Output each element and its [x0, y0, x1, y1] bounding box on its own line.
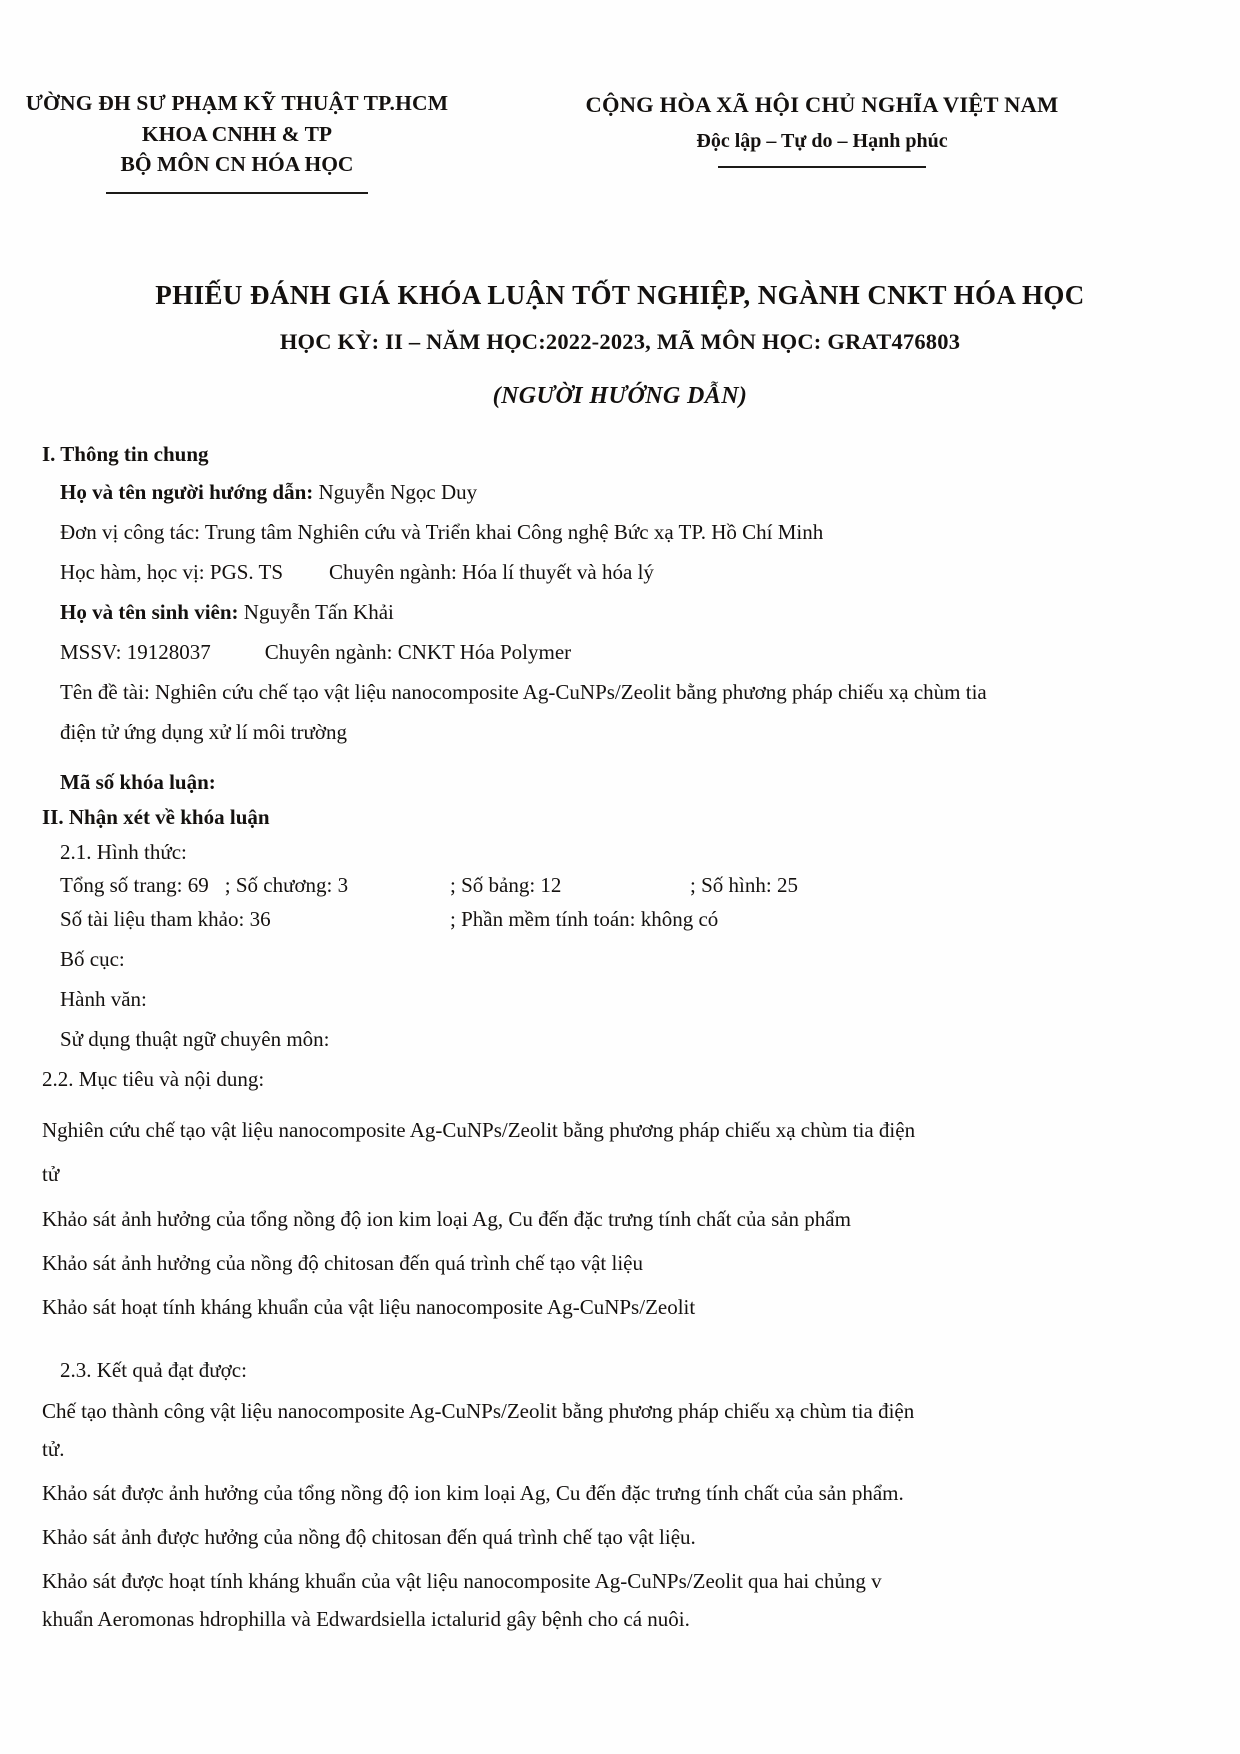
- department-name: BỘ MÔN CN HÓA HỌC: [120, 152, 354, 177]
- writing-label: Hành văn:: [60, 987, 147, 1012]
- advisor-row: [60, 475, 1202, 509]
- results-heading: 2.3. Kết quả đạt được:: [60, 1357, 247, 1382]
- tables-cell: [450, 869, 690, 903]
- country-name: CỘNG HÒA XÃ HỘI CHỦ NGHĨA VIỆT NAM: [585, 92, 1059, 117]
- chapters-label: ; Số chương:: [224, 873, 333, 898]
- goal-item: Khảo sát ảnh hưởng của nồng độ chitosan đến quá trình chế tạo vật liệu: [42, 1250, 643, 1275]
- unit-label: Đơn vị công tác:: [60, 520, 200, 545]
- unit-value: Trung tâm Nghiên cứu và Triển khai Công nghệ Bức xạ TP. Hồ Chí Minh: [200, 520, 824, 545]
- major1-value: Hóa lí thuyết và hóa lý: [456, 560, 654, 585]
- page-title: PHIẾU ĐÁNH GIÁ KHÓA LUẬN TỐT NGHIỆP, NGÀNH CNKT HÓA HỌC: [155, 280, 1085, 310]
- software-value: không có: [635, 906, 719, 931]
- goal-item: Khảo sát ảnh hưởng của tổng nồng độ ion kim loại Ag, Cu đến đặc trưng tính chất của sản phẩm: [42, 1206, 851, 1231]
- university-name: ƯỜNG ĐH SƯ PHẠM KỸ THUẬT TP.HCM: [25, 91, 449, 115]
- pages-label: Tổng số trang:: [60, 873, 183, 898]
- major1-label: Chuyên ngành:: [329, 560, 457, 585]
- tables-value: 12: [535, 873, 562, 898]
- software-label: ; Phần mềm tính toán:: [450, 906, 636, 931]
- topic-label: Tên đề tài:: [60, 680, 150, 705]
- layout-label: Bố cục:: [60, 947, 125, 972]
- unit-row: [60, 515, 1202, 549]
- topic-row: [60, 675, 1202, 709]
- degree-row: [60, 555, 1202, 589]
- terminology-label: Sử dụng thuật ngữ chuyên môn:: [60, 1027, 330, 1052]
- degree-label: Học hàm, học vị:: [60, 560, 205, 585]
- document-header: [0, 88, 1240, 194]
- topic-value: Nghiên cứu chế tạo vật liệu nanocomposite Ag-CuNPs/Zeolit bằng phương pháp chiếu xạ chùm tia: [149, 680, 987, 705]
- figures-value: 25: [771, 873, 798, 898]
- mssv-row: [60, 635, 1202, 669]
- major2-label: Chuyên ngành:: [264, 640, 393, 665]
- evaluator-role: (NGƯỜI HƯỚNG DẪN): [492, 383, 748, 409]
- student-label: Họ và tên sinh viên:: [60, 600, 239, 625]
- student-value: Nguyễn Tấn Khải: [238, 600, 394, 625]
- advisor-value: Nguyễn Ngọc Duy: [313, 480, 478, 504]
- thesis-code-label: Mã số khóa luận:: [60, 770, 216, 795]
- section-2-heading: II. Nhận xét về khóa luận: [42, 805, 270, 830]
- student-row: [60, 595, 1202, 629]
- goal-item: tử: [42, 1162, 60, 1187]
- figures-cell: [690, 869, 930, 903]
- pages-value: 69: [182, 873, 209, 898]
- refs-cell: [60, 903, 450, 937]
- topic-row-continued: điện tử ứng dụng xử lí môi trường: [60, 720, 348, 745]
- mssv-label: MSSV:: [60, 640, 122, 665]
- degree-value: PGS. TS: [204, 560, 284, 585]
- form-counts-row-2: [60, 903, 1202, 937]
- goal-item: Nghiên cứu chế tạo vật liệu nanocomposite Ag-CuNPs/Zeolit bằng phương pháp chiếu xạ chùm tia điện: [42, 1118, 916, 1143]
- institution-block: [22, 88, 452, 194]
- software-cell: [450, 903, 930, 937]
- result-item: Khảo sát ảnh được hưởng của nồng độ chitosan đến quá trình chế tạo vật liệu.: [42, 1525, 696, 1550]
- semester-subtitle: HỌC KỲ: II – NĂM HỌC:2022-2023, MÃ MÔN HỌC: GRAT476803: [279, 329, 961, 354]
- document-body: [42, 440, 1202, 1646]
- header-divider-left: [106, 192, 368, 195]
- form-counts-row-1: [60, 869, 1202, 903]
- result-item: Chế tạo thành công vật liệu nanocomposite Ag-CuNPs/Zeolit bằng phương pháp chiếu xạ chùm tia điện: [42, 1398, 915, 1423]
- result-item: khuẩn Aeromonas hdrophilla và Edwardsiella ictalurid gây bệnh cho cá nuôi.: [42, 1607, 690, 1632]
- mssv-value: 19128037: [121, 640, 211, 665]
- result-item: Khảo sát được hoạt tính kháng khuẩn của vật liệu nanocomposite Ag-CuNPs/Zeolit qua hai chủng v: [42, 1569, 882, 1594]
- goal-item: Khảo sát hoạt tính kháng khuẩn của vật liệu nanocomposite Ag-CuNPs/Zeolit: [42, 1294, 696, 1319]
- header-divider-right: [718, 166, 926, 169]
- refs-label: Số tài liệu tham khảo:: [60, 906, 245, 931]
- national-motto: Độc lập – Tự do – Hạnh phúc: [696, 129, 948, 152]
- figures-label: ; Số hình:: [690, 873, 772, 898]
- major2-value: CNKT Hóa Polymer: [392, 640, 572, 665]
- chapters-value: 3: [332, 873, 349, 898]
- section-1-heading: I. Thông tin chung: [42, 442, 209, 466]
- title-block: [0, 280, 1240, 410]
- result-item: Khảo sát được ảnh hưởng của tổng nồng độ ion kim loại Ag, Cu đến đặc trưng tính chất của sản phẩm.: [42, 1481, 904, 1506]
- national-heading-block: [512, 88, 1132, 168]
- faculty-name: KHOA CNHH & TP: [141, 121, 333, 146]
- tables-label: ; Số bảng:: [450, 873, 536, 898]
- result-item: tử.: [42, 1437, 65, 1462]
- goals-heading: 2.2. Mục tiêu và nội dung:: [42, 1067, 265, 1092]
- form-heading: 2.1. Hình thức:: [60, 840, 187, 865]
- advisor-label: Họ và tên người hướng dẫn:: [60, 480, 314, 504]
- pages-cell: [60, 869, 450, 903]
- refs-value: 36: [244, 906, 271, 931]
